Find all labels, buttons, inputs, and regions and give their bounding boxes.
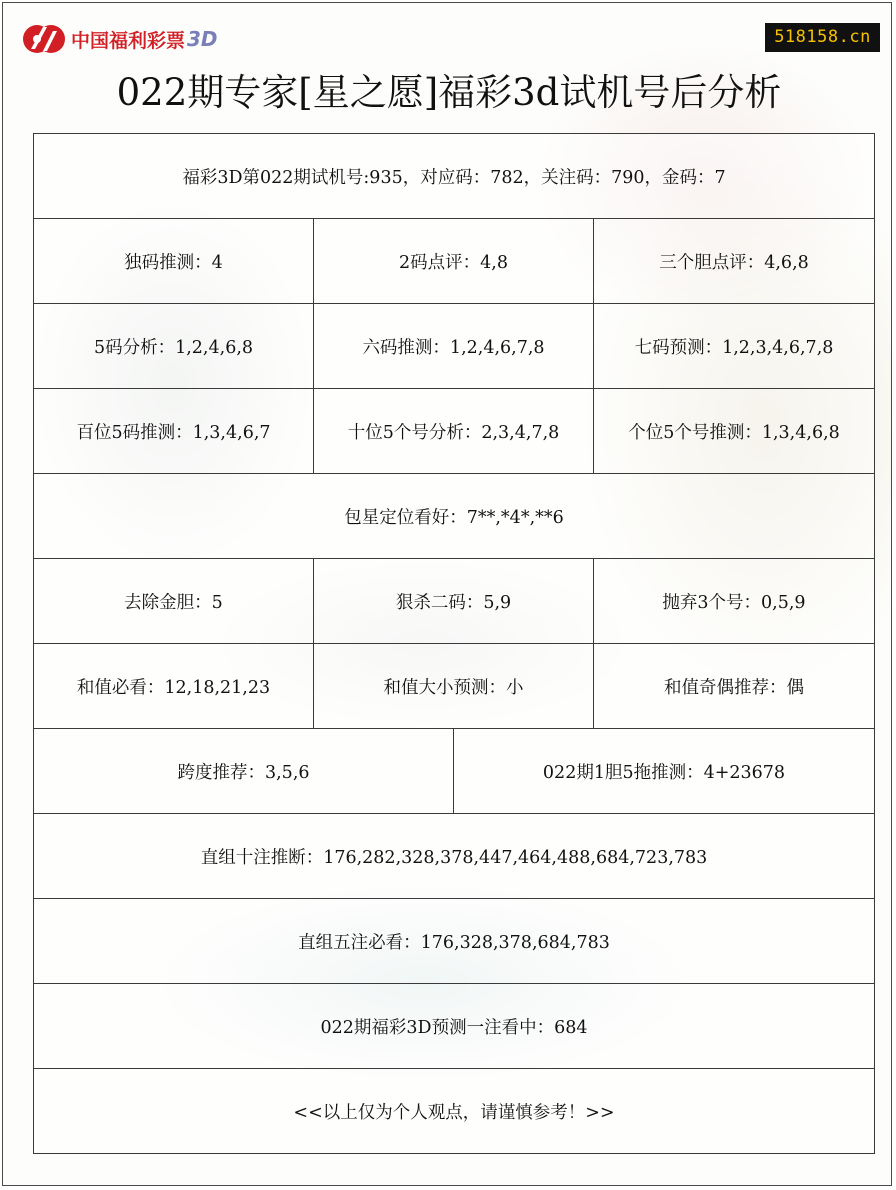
two-code-cell: 2码点评：4,8 — [314, 219, 594, 304]
table-row — [34, 644, 875, 729]
disclaimer-cell: <<以上仅为个人观点，请谨慎参考！>> — [34, 1069, 875, 1154]
table-row — [34, 474, 875, 559]
units-cell: 个位5个号推测：1,3,4,6,8 — [594, 389, 875, 474]
lottery-emblem-icon — [21, 19, 67, 59]
ten-direct-cell: 直组十注推断：176,282,328,378,447,464,488,684,723,783 — [34, 814, 875, 899]
logo-3d-mark: 3D — [187, 27, 218, 51]
seven-code-cell: 七码预测：1,2,3,4,6,7,8 — [594, 304, 875, 389]
table-row — [34, 134, 875, 219]
table-row — [34, 729, 875, 814]
table-row — [34, 559, 875, 644]
sum-values-cell: 和值必看：12,18,21,23 — [34, 644, 314, 729]
table-row — [34, 304, 875, 389]
analysis-table — [33, 133, 875, 1154]
sum-size-cell: 和值大小预测：小 — [314, 644, 594, 729]
five-direct-cell: 直组五注必看：176,328,378,684,783 — [34, 899, 875, 984]
one-pick-cell: 022期福彩3D预测一注看中：684 — [34, 984, 875, 1069]
discard-three-cell: 抛弃3个号：0,5,9 — [594, 559, 875, 644]
table-row — [34, 814, 875, 899]
span-cell: 跨度推荐：3,5,6 — [34, 729, 454, 814]
china-welfare-lottery-logo — [21, 19, 218, 59]
test-number-cell: 福彩3D第022期试机号:935，对应码：782，关注码：790，金码：7 — [34, 134, 875, 219]
bold-drag-cell: 022期1胆5拖推测：4+23678 — [454, 729, 875, 814]
six-code-cell: 六码推测：1,2,4,6,7,8 — [314, 304, 594, 389]
table-row — [34, 1069, 875, 1154]
site-badge[interactable]: 518158.cn — [765, 23, 880, 52]
hundreds-cell: 百位5码推测：1,3,4,6,7 — [34, 389, 314, 474]
sum-parity-cell: 和值奇偶推荐：偶 — [594, 644, 875, 729]
three-bold-cell: 三个胆点评：4,6,8 — [594, 219, 875, 304]
kill-two-cell: 狠杀二码：5,9 — [314, 559, 594, 644]
logo-text: 中国福利彩票 — [71, 29, 186, 52]
table-row — [34, 984, 875, 1069]
remove-gold-cell: 去除金胆：5 — [34, 559, 314, 644]
table-row — [34, 389, 875, 474]
page-title: 022期专家[星之愿]福彩3d试机号后分析 — [116, 71, 782, 114]
single-code-cell: 独码推测：4 — [34, 219, 314, 304]
position-cell: 包星定位看好：7**,*4*,**6 — [34, 474, 875, 559]
tens-cell: 十位5个号分析：2,3,4,7,8 — [314, 389, 594, 474]
table-row — [34, 899, 875, 984]
table-row — [34, 219, 875, 304]
five-code-cell: 5码分析：1,2,4,6,8 — [34, 304, 314, 389]
page-frame — [2, 2, 892, 1186]
